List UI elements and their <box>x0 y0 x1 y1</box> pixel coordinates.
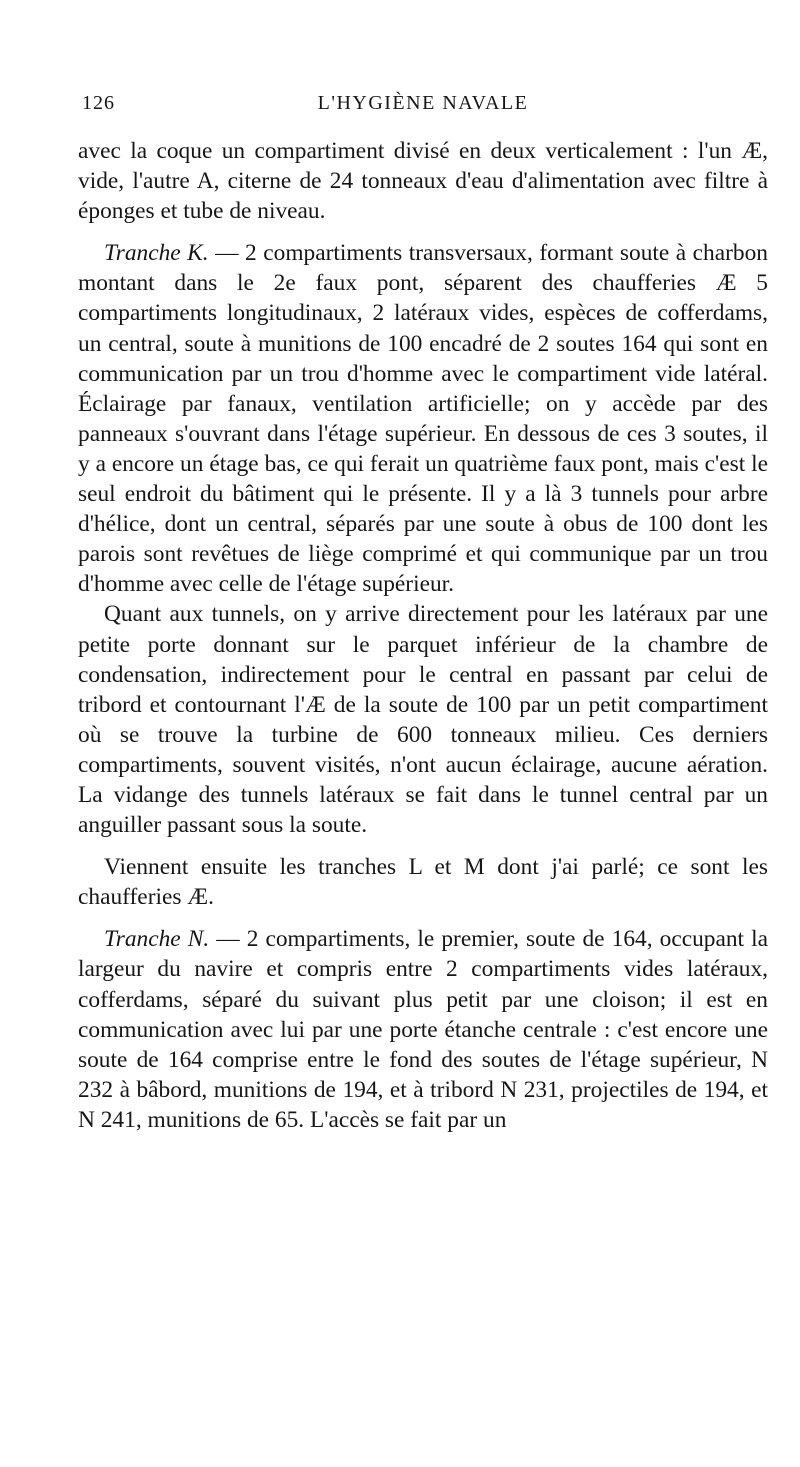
paragraph-text: avec la coque un compartiment divisé en deux verticalement : l'un Æ, vide, l'autre A, citerne de 24 tonneaux d'eau d'alimentation avec filtre à éponges et tube de niveau. <box>78 138 768 225</box>
paragraph-text: Quant aux tunnels, on y arrive directement pour les latéraux par une petite porte donnant sur le parquet inférieur de la chambre de condensation, indirectement pour le central en passant par celui de tribord et contournant l'Æ de la soute de 100 par un petit compartiment où se trouve la turbine de 600 tonneaux milieu. Ces derniers compartiments, souvent visités, n'ont aucun éclairage, aucune aération. La vidange des tunnels latéraux se fait dans le tunnel central par un anguiller passant sous la soute. <box>78 601 768 839</box>
body-text <box>78 136 768 1135</box>
paragraph-text: — 2 compartiments transversaux, formant soute à charbon montant dans le 2e faux pont, séparent des chaufferies Æ 5 compartiments longitudinaux, 2 latéraux vides, espèces de cofferdams, un central, soute à munitions de 100 encadré de 2 soutes 164 qui sont en communication par un trou d'homme avec le compartiment vide latéral. Éclairage par fanaux, ventilation artificielle; on y accède par des panneaux s'ouvrant dans l'étage supérieur. En dessous de ces 3 soutes, il y a encore un étage bas, ce qui ferait un quatrième faux pont, mais c'est le seul endroit du bâtiment qui le présente. Il y a là 3 tunnels pour arbre d'hélice, dont un central, séparés par une soute à obus de 100 dont les parois sont revêtues de liège comprimé et qui communique par un trou d'homme avec celle de l'étage supérieur. <box>78 240 768 598</box>
paragraph-tunnels <box>78 599 768 840</box>
page-number: 126 <box>82 92 115 114</box>
paragraph-text: — 2 compartiments, le premier, soute de 164, occupant la largeur du navire et compris entre 2 compartiments vides latéraux, cofferdams, séparé du suivant plus petit par une cloison; il est en communication avec lui par une porte étanche centrale : c'est encore une soute de 164 comprise entre le fond des soutes de l'étage supérieur, N 232 à bâbord, munitions de 194, et à tribord N 231, projectiles de 194, et N 241, munitions de 65. L'accès se fait par un <box>78 926 768 1133</box>
running-title: L'HYGIÈNE NAVALE <box>317 92 529 114</box>
paragraph-tranche-n <box>78 924 768 1135</box>
section-lead: Tranche K. <box>104 240 209 267</box>
section-lead: Tranche N. <box>104 926 210 953</box>
paragraph-text: Viennent ensuite les tranches L et M dont j'ai parlé; ce sont les chaufferies Æ. <box>78 854 768 911</box>
paragraph-continuation <box>78 136 768 226</box>
book-page <box>78 92 768 1135</box>
paragraph-tranche-k <box>78 238 768 599</box>
paragraph-tranches-l-m <box>78 852 768 912</box>
running-header <box>78 92 768 126</box>
